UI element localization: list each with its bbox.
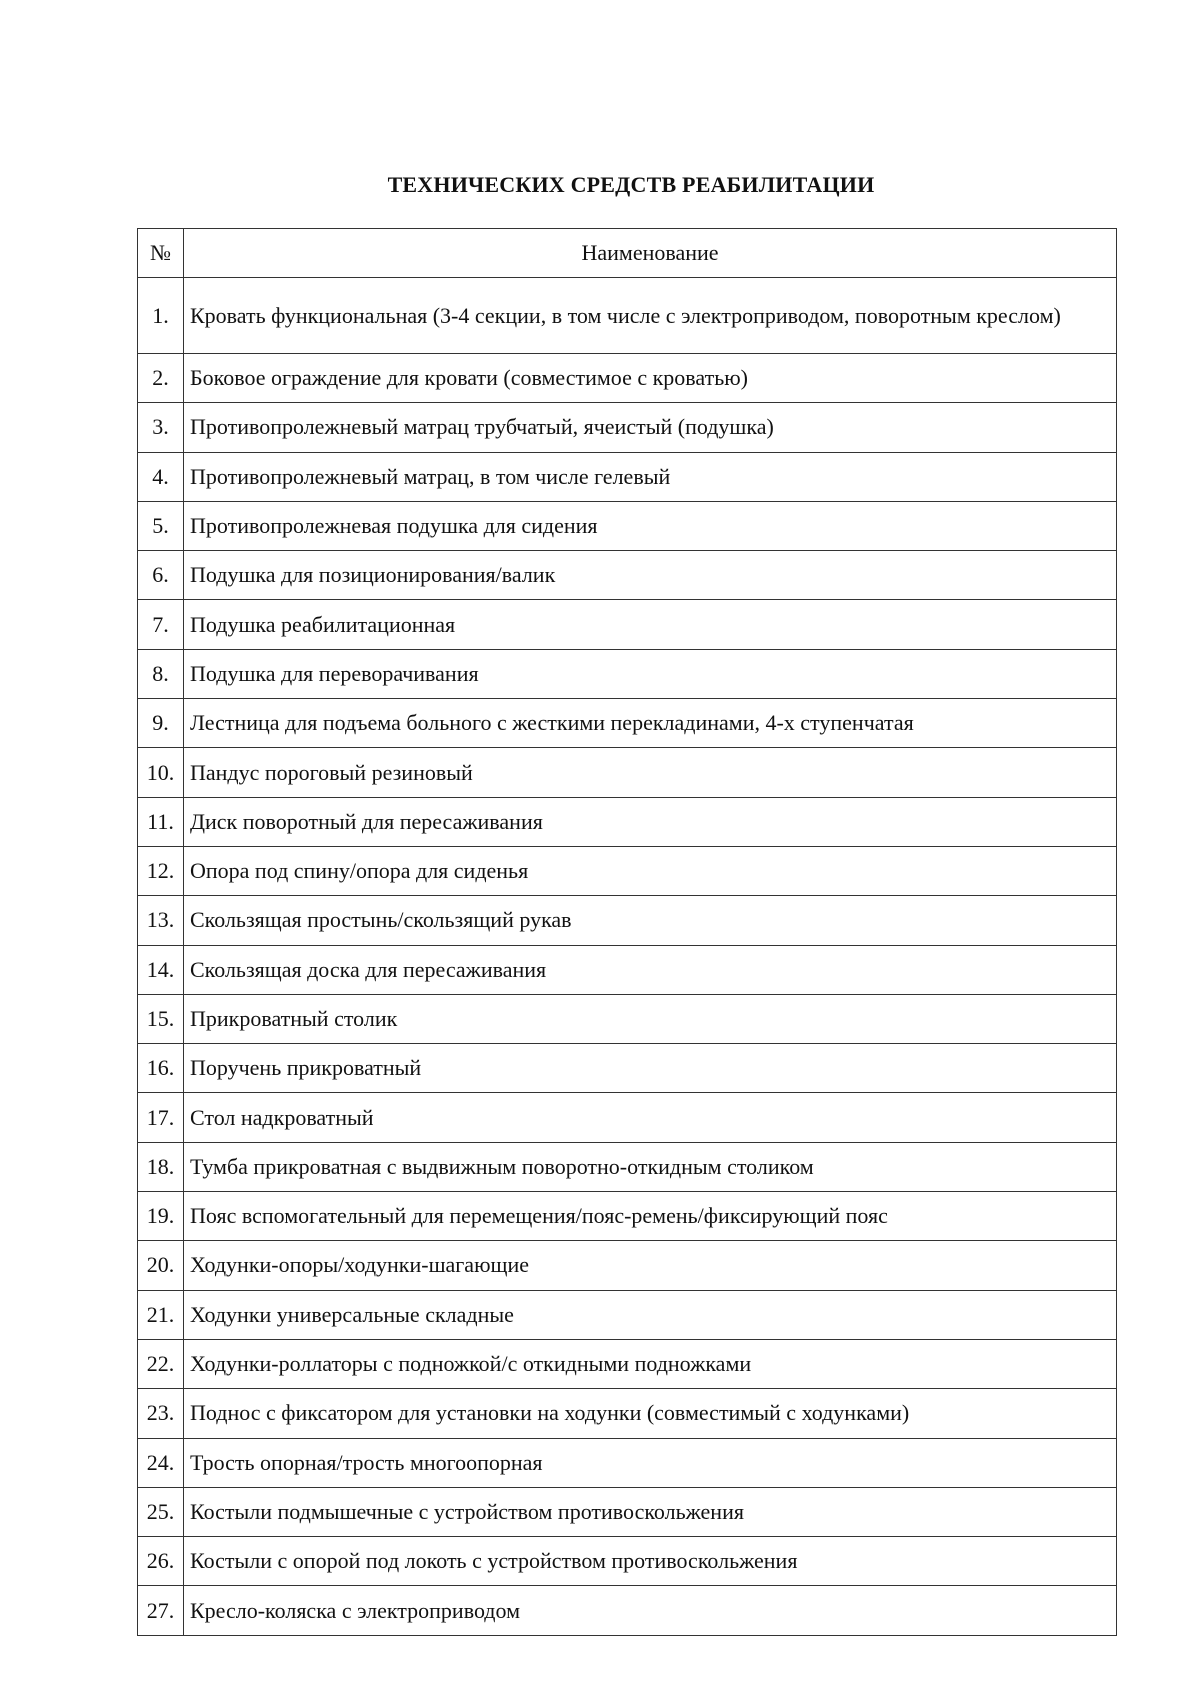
table-row: [138, 600, 1117, 649]
table-row: [138, 748, 1117, 797]
row-number: 17.: [138, 1093, 184, 1142]
row-number: 4.: [138, 452, 184, 501]
column-header-name: Наименование: [184, 229, 1117, 278]
table-row: [138, 1487, 1117, 1536]
row-name: Стол надкроватный: [184, 1093, 1117, 1142]
row-name: Пояс вспомогательный для перемещения/пояс-ремень/фиксирующий пояс: [184, 1192, 1117, 1241]
table-row: [138, 1093, 1117, 1142]
row-name: Опора под спину/опора для сиденья: [184, 846, 1117, 895]
row-name: Поднос с фиксатором для установки на ходунки (совместимый с ходунками): [184, 1389, 1117, 1438]
table-row: [138, 501, 1117, 550]
row-number: 23.: [138, 1389, 184, 1438]
row-number: 12.: [138, 846, 184, 895]
row-number: 18.: [138, 1142, 184, 1191]
table-row: [138, 1290, 1117, 1339]
table-row: [138, 994, 1117, 1043]
table-row: [138, 1142, 1117, 1191]
row-number: 19.: [138, 1192, 184, 1241]
row-number: 26.: [138, 1537, 184, 1586]
table-header: [138, 229, 1117, 278]
row-number: 27.: [138, 1586, 184, 1635]
row-number: 11.: [138, 797, 184, 846]
row-name: Ходунки универсальные складные: [184, 1290, 1117, 1339]
table-row: [138, 1389, 1117, 1438]
row-number: 1.: [138, 278, 184, 354]
row-number: 2.: [138, 354, 184, 403]
row-number: 20.: [138, 1241, 184, 1290]
table-row: [138, 1537, 1117, 1586]
table-row: [138, 896, 1117, 945]
table-row: [138, 699, 1117, 748]
row-name: Пандус пороговый резиновый: [184, 748, 1117, 797]
table-row: [138, 1192, 1117, 1241]
row-name: Ходунки-опоры/ходунки-шагающие: [184, 1241, 1117, 1290]
row-name: Ходунки-роллаторы с подножкой/с откидными подножками: [184, 1339, 1117, 1388]
row-name: Подушка для позиционирования/валик: [184, 551, 1117, 600]
row-name: Кровать функциональная (3-4 секции, в том числе с электроприводом, поворотным креслом): [184, 278, 1117, 354]
table-row: [138, 1339, 1117, 1388]
row-name: Боковое ограждение для кровати (совместимое с кроватью): [184, 354, 1117, 403]
row-number: 16.: [138, 1044, 184, 1093]
page-title: ТЕХНИЧЕСКИХ СРЕДСТВ РЕАБИЛИТАЦИИ: [387, 172, 875, 197]
column-header-number: №: [138, 229, 184, 278]
row-name: Поручень прикроватный: [184, 1044, 1117, 1093]
row-number: 14.: [138, 945, 184, 994]
table-row: [138, 945, 1117, 994]
row-name: Противопролежневый матрац трубчатый, ячеистый (подушка): [184, 403, 1117, 452]
table-row: [138, 1044, 1117, 1093]
row-name: Скользящая простынь/скользящий рукав: [184, 896, 1117, 945]
row-number: 25.: [138, 1487, 184, 1536]
table-row: [138, 551, 1117, 600]
table-row: [138, 1586, 1117, 1635]
row-number: 6.: [138, 551, 184, 600]
table-row: [138, 278, 1117, 354]
row-name: Лестница для подъема больного с жесткими перекладинами, 4-х ступенчатая: [184, 699, 1117, 748]
table-row: [138, 649, 1117, 698]
row-name: Подушка для переворачивания: [184, 649, 1117, 698]
row-name: Трость опорная/трость многоопорная: [184, 1438, 1117, 1487]
row-number: 3.: [138, 403, 184, 452]
table-row: [138, 1241, 1117, 1290]
row-name: Противопролежневая подушка для сидения: [184, 501, 1117, 550]
table-row: [138, 846, 1117, 895]
table-row: [138, 452, 1117, 501]
row-name: Костыли подмышечные с устройством противоскольжения: [184, 1487, 1117, 1536]
row-name: Подушка реабилитационная: [184, 600, 1117, 649]
table-row: [138, 403, 1117, 452]
row-number: 22.: [138, 1339, 184, 1388]
row-name: Скользящая доска для пересаживания: [184, 945, 1117, 994]
row-number: 24.: [138, 1438, 184, 1487]
row-number: 21.: [138, 1290, 184, 1339]
table-row: [138, 1438, 1117, 1487]
row-number: 15.: [138, 994, 184, 1043]
row-number: 13.: [138, 896, 184, 945]
row-name: Диск поворотный для пересаживания: [184, 797, 1117, 846]
table-row: [138, 797, 1117, 846]
row-name: Прикроватный столик: [184, 994, 1117, 1043]
row-number: 8.: [138, 649, 184, 698]
rehab-equipment-table: [137, 228, 1117, 1636]
row-number: 5.: [138, 501, 184, 550]
table-row: [138, 354, 1117, 403]
row-number: 7.: [138, 600, 184, 649]
table-body: [138, 278, 1117, 1636]
table-header-row: [138, 229, 1117, 278]
row-number: 10.: [138, 748, 184, 797]
row-name: Кресло-коляска с электроприводом: [184, 1586, 1117, 1635]
row-name: Противопролежневый матрац, в том числе гелевый: [184, 452, 1117, 501]
row-name: Тумба прикроватная с выдвижным поворотно-откидным столиком: [184, 1142, 1117, 1191]
row-number: 9.: [138, 699, 184, 748]
row-name: Костыли с опорой под локоть с устройством противоскольжения: [184, 1537, 1117, 1586]
